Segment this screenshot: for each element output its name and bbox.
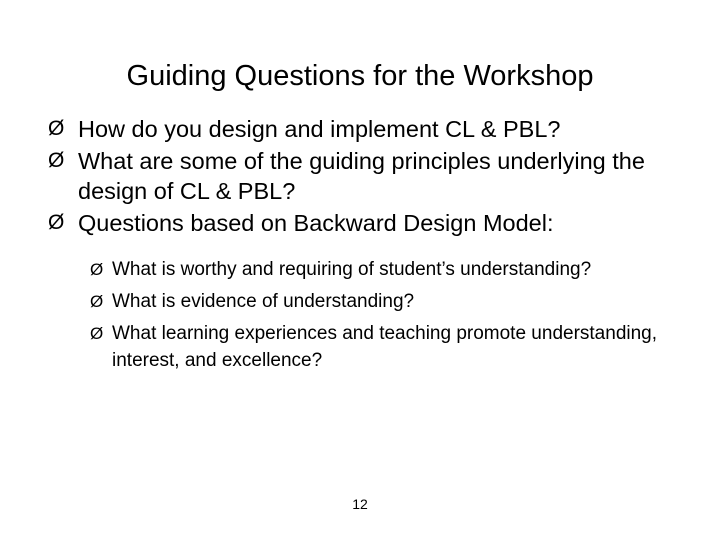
bullet-item bbox=[48, 114, 708, 144]
sub-bullet-text: What is evidence of understanding? bbox=[112, 291, 415, 312]
sub-bullet-item bbox=[90, 288, 690, 315]
bullet-item bbox=[48, 146, 708, 206]
slide-title: Guiding Questions for the Workshop bbox=[126, 60, 594, 92]
arrow-bullet-icon: Ø bbox=[90, 260, 104, 279]
sub-bullet-list bbox=[90, 256, 690, 379]
main-bullet-list bbox=[48, 114, 708, 240]
sub-bullet-item bbox=[90, 256, 690, 283]
sub-bullet-text: What learning experiences and teaching promote understanding, interest, and excellence? bbox=[112, 323, 658, 371]
page-number: 12 bbox=[352, 496, 368, 512]
sub-bullet-item bbox=[90, 320, 690, 374]
bullet-text: Questions based on Backward Design Model: bbox=[78, 210, 554, 236]
arrow-bullet-icon: Ø bbox=[90, 292, 104, 311]
arrow-bullet-icon: Ø bbox=[48, 211, 65, 234]
bullet-text: What are some of the guiding principles underlying the design of CL & PBL? bbox=[78, 148, 645, 204]
arrow-bullet-icon: Ø bbox=[90, 324, 104, 343]
arrow-bullet-icon: Ø bbox=[48, 117, 65, 140]
bullet-text: How do you design and implement CL & PBL? bbox=[78, 116, 561, 142]
sub-bullet-text: What is worthy and requiring of student’s understanding? bbox=[112, 259, 592, 280]
bullet-item bbox=[48, 208, 708, 238]
arrow-bullet-icon: Ø bbox=[48, 149, 65, 172]
